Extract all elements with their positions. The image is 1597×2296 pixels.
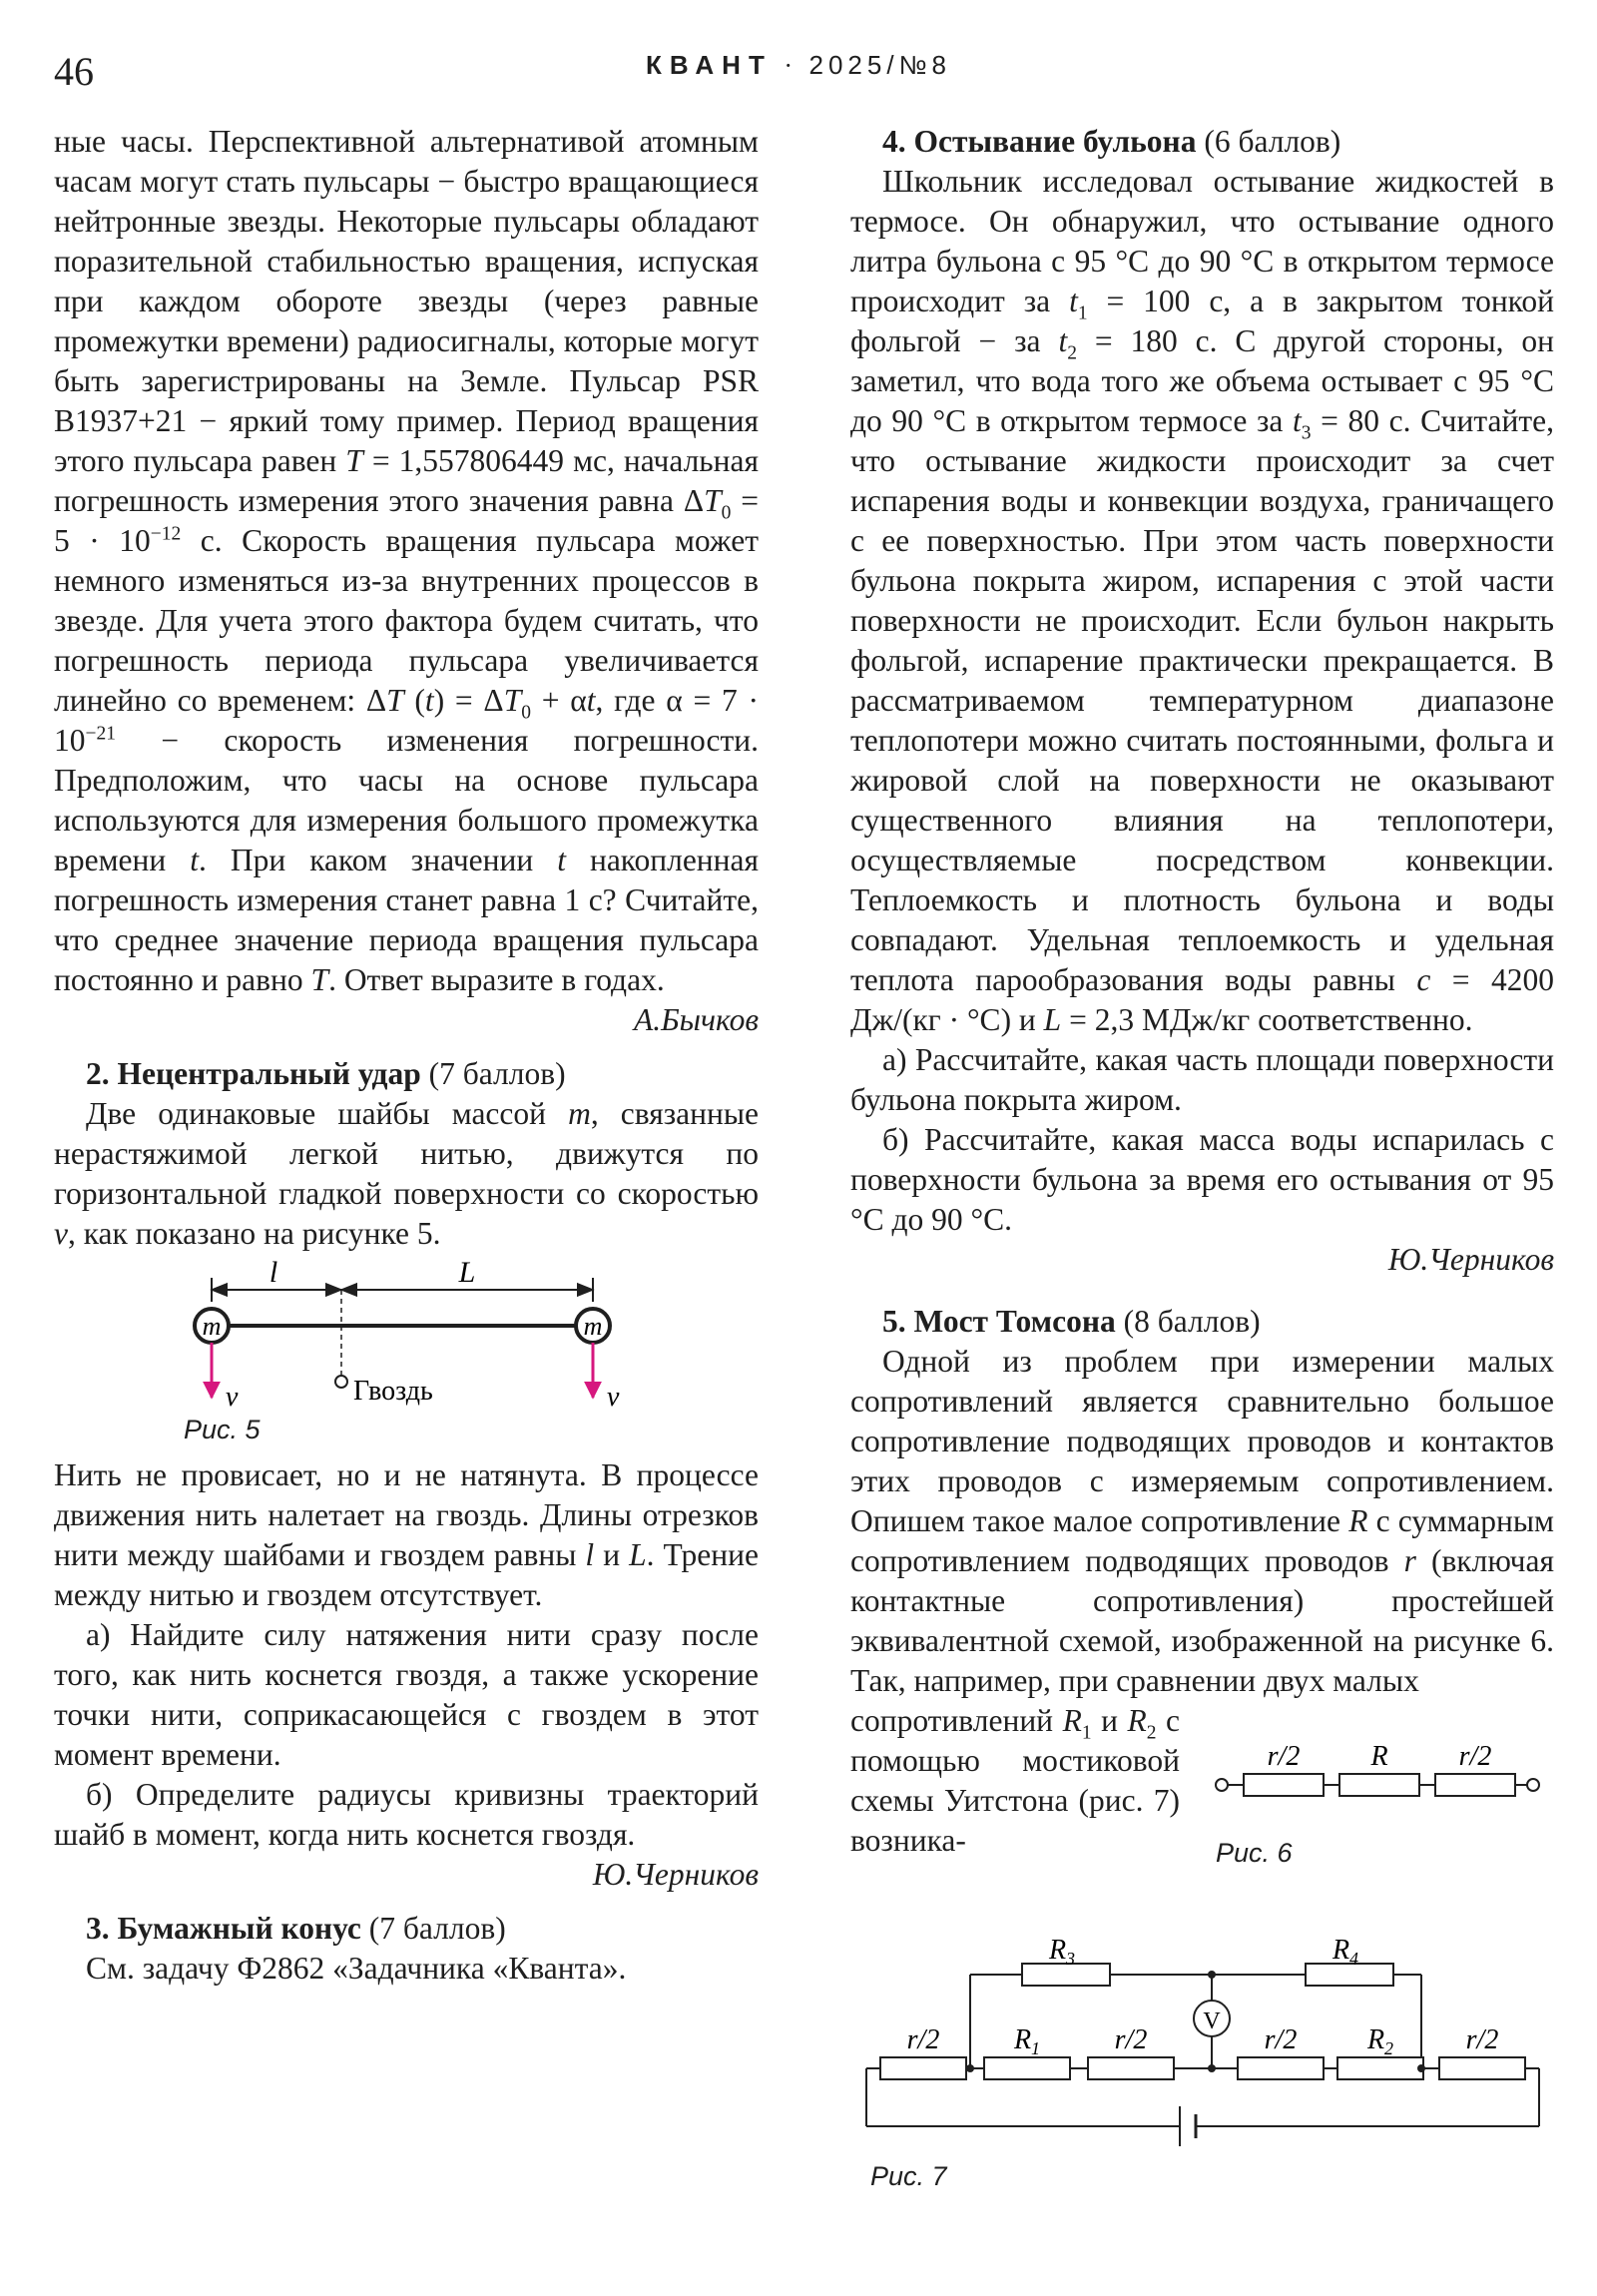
problem-5-text: Одной из проблем при измерении малых сопротивлений является сравнительно большое сопротивление подводящих проводов и контактов этих проводов с измеряемым сопротивлением. Опишем такое малое сопротивление R с суммарным сопротивлением подводящих проводов r (включая контактные сопротивления) простейшей эквивалентной схемой, изображенной на рисунке 6. Так, например, при сравнении двух малых bbox=[850, 1344, 1554, 1698]
problem-5-heading: 5. Мост Томсона (8 баллов) bbox=[882, 1304, 1261, 1339]
problem-2-author: Ю.Черников bbox=[592, 1857, 759, 1892]
figure-5 bbox=[54, 1260, 759, 1410]
problem-1-continuation: ные часы. Перспективной альтернативой атомным часам могут стать пульсары − быстро вращающиеся нейтронные звезды. Некоторые пульсары обладают поразительной стабильностью вращения, испуская при каждом обороте звезды (через равные промежутки времени) радиосигналы, которые могут быть зарегистрированы на Земле. Пульсар PSR B1937+21 − яркий тому пример. Период вращения этого пульсара равен T = 1,557806449 мс, начальная погрешность измерения этого значения равна $\Delta T_0 = 5 \cdot 10^{-12}$ с. Скорость вращения пульсара может немного изменяться из-за внутренних процессов в звезде. Для учета этого фактора будем считать, что погрешность периода пульсара увеличивается линейно со временем: ΔT $(t) = \Delta T_0 + \alpha t$, где $\alpha = 7 \cdot 10^{-21}$ − скорость изменения погрешности. Предположим, что часы на основе пульсара используются для измерения большого промежутка времени t. При каком значении t накопленная погрешность измерения станет равна 1 с? Считайте, что среднее значение периода вращения пульсара постоянно и равно T. Ответ выразите в годах. bbox=[54, 124, 759, 997]
svg-text:r/2: r/2 bbox=[1267, 1741, 1301, 1772]
problem-5-text-wrapped: сопротивлений $R_1$ и $R_2$ с помощью мостиковой схемы Уитстона (рис. 7) возника- bbox=[850, 1703, 1181, 1858]
figure-6-caption: Рис. 6 bbox=[1216, 1838, 1293, 1868]
issue-number: 2025/№8 bbox=[808, 50, 951, 80]
problem-3-text: См. задачу Ф2862 «Задачника «Кванта». bbox=[86, 1951, 627, 1986]
left-column bbox=[54, 122, 759, 1989]
problem-2-intro: Две одинаковые шайбы массой m, связанные нерастяжимой легкой нитью, движутся по горизонтальной гладкой поверхности со скоростью v, как показано на рисунке 5. bbox=[54, 1096, 759, 1251]
problem-2-conditions: Нить не провисает, но и не натянута. В процессе движения нить налетает на гвоздь. Длины отрезков нити между шайбами и гвоздем равны l и L. Трение между нитью и гвоздем отсутствует. bbox=[54, 1457, 759, 1612]
problem-2-question-b: б) Определите радиусы кривизны траекторий шайб в момент, когда нить коснется гвоздя. bbox=[54, 1777, 759, 1852]
terminal-left bbox=[1216, 1779, 1228, 1791]
svg-text:R4: $R_4$ bbox=[1331, 1937, 1359, 1969]
problem-4-text: Школьник исследовал остывание жидкостей в термосе. Он обнаружил, что остывание одного литра бульона с 95 °C до 90 °C в открытом термосе происходит за $t_1 = 100$ с, а в закрытом тонкой фольгой − за $t_2 = 180$ с. С другой стороны, он заметил, что вода того же объема остывает с 95 °C до 90 °C в открытом термосе за $t_3 = 80$ с. Считайте, что остывание жидкости происходит за счет испарения воды и конвекции воздуха, граничащего с ее поверхностью. При этом часть поверхности бульона покрыта жиром, испарения с этой части поверхности не происходит. Если бульон накрыть фольгой, испарение практически прекращается. В рассматриваемом температурном диапазоне теплопотери можно считать постоянными, фольга и жировой слой на поверхности не оказывают существенного влияния на теплопотери, осуществляемые посредством конвекции. Теплоемкость и плотность бульона и воды совпадают. Удельная теплоемкость и удельная теплота парообразования воды равны c = 4200 Дж/(кг · °C) и L = 2,3 МДж/кг соответственно. bbox=[850, 164, 1555, 1037]
problem-4-question-b: б) Рассчитайте, какая масса воды испарилась с поверхности бульона за время его остывания от 95 °C до 90 °C. bbox=[850, 1122, 1554, 1237]
resistor-r-half-left bbox=[1244, 1774, 1324, 1796]
resistor-r-half-3 bbox=[1238, 2057, 1324, 2079]
resistor-R bbox=[1339, 1774, 1419, 1796]
problem-4-author: Ю.Черников bbox=[1387, 1242, 1554, 1277]
nail-label: Гвоздь bbox=[353, 1376, 433, 1407]
svg-text:R3: $R_3$ bbox=[1048, 1937, 1076, 1969]
figure-7 bbox=[850, 1937, 1554, 2166]
resistor-r-half-2 bbox=[1088, 2057, 1174, 2079]
resistor-r-half-4 bbox=[1439, 2057, 1525, 2079]
resistor-R1 bbox=[984, 2057, 1070, 2079]
svg-text:r/2: r/2 bbox=[1465, 2024, 1499, 2055]
velocity-label-right: v bbox=[607, 1382, 620, 1410]
figure-7-caption: Рис. 7 bbox=[870, 2161, 947, 2191]
svg-text:V: V bbox=[1203, 2009, 1221, 2034]
puck-right-label: m bbox=[583, 1312, 603, 1341]
nail bbox=[335, 1376, 347, 1388]
problem-2-question-a: а) Найдите силу натяжения нити сразу после того, как нить коснется гвоздя, а также ускорение точки нити, соприкасающейся с гвоздем в этот момент времени. bbox=[54, 1617, 759, 1772]
problem-1-author: А.Бычков bbox=[633, 1002, 759, 1037]
svg-text:R2: $R_2$ bbox=[1366, 2024, 1394, 2058]
label-l: l bbox=[268, 1260, 278, 1289]
svg-text:r/2: r/2 bbox=[906, 2024, 940, 2055]
running-header bbox=[0, 50, 1597, 81]
magazine-name: КВАНТ bbox=[646, 50, 773, 80]
resistor-r-half-1 bbox=[880, 2057, 966, 2079]
page-number: 46 bbox=[54, 49, 94, 94]
svg-text:r/2: r/2 bbox=[1114, 2024, 1148, 2055]
right-column bbox=[850, 122, 1554, 2196]
terminal-right bbox=[1527, 1779, 1539, 1791]
problem-3-heading: 3. Бумажный конус (7 баллов) bbox=[86, 1911, 506, 1946]
problem-2-heading: 2. Нецентральный удар (7 баллов) bbox=[86, 1056, 566, 1091]
svg-text:R: R bbox=[1370, 1741, 1388, 1772]
header-separator: · bbox=[784, 51, 798, 80]
problem-4-question-a: а) Рассчитайте, какая часть площади поверхности бульона покрыта жиром. bbox=[850, 1042, 1554, 1117]
label-L: L bbox=[458, 1260, 476, 1289]
problem-5-wrap-block bbox=[850, 1701, 1554, 1941]
resistor-R2 bbox=[1337, 2057, 1423, 2079]
problem-4-heading: 4. Остывание бульона (6 баллов) bbox=[882, 124, 1341, 159]
puck-left-label: m bbox=[202, 1312, 222, 1341]
svg-text:R1: $R_1$ bbox=[1013, 2024, 1041, 2058]
velocity-label-left: v bbox=[226, 1382, 239, 1410]
figure-5-caption: Рис. 5 bbox=[184, 1415, 261, 1444]
svg-text:r/2: r/2 bbox=[1458, 1741, 1492, 1772]
svg-text:r/2: r/2 bbox=[1264, 2024, 1298, 2055]
resistor-r-half-right bbox=[1435, 1774, 1515, 1796]
